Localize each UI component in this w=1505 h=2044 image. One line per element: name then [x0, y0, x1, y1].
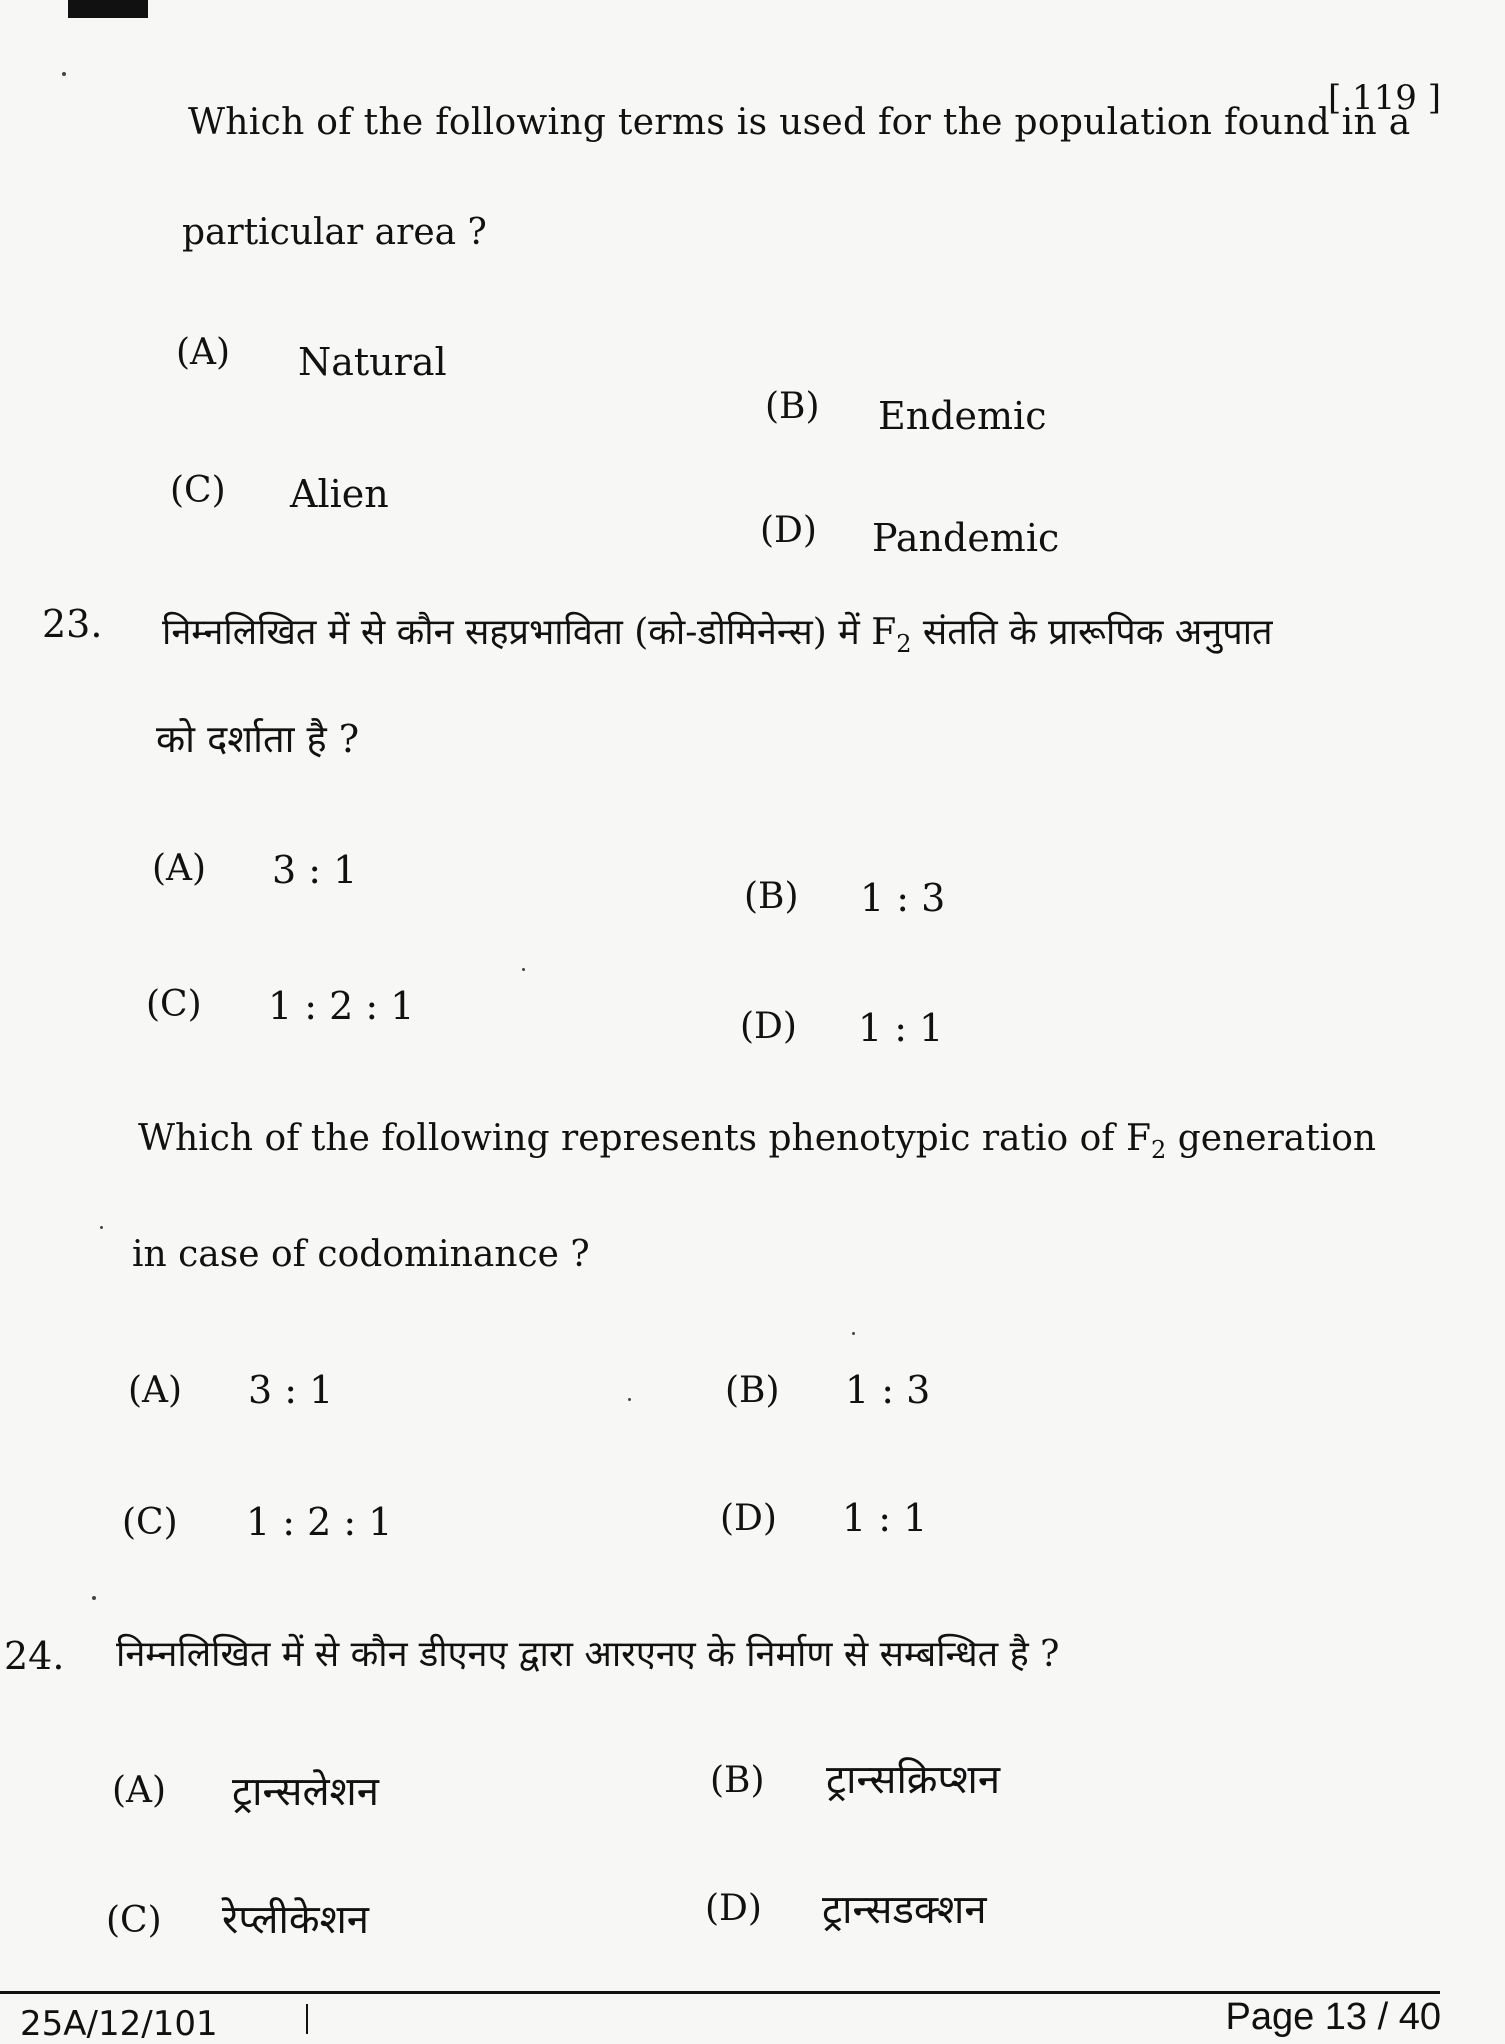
q24-option-d-label: (D): [705, 1888, 762, 1929]
q22-option-b-label: (B): [765, 386, 820, 427]
q23-hi-option-b-text: 1 : 3: [860, 876, 946, 920]
scan-speck: [92, 1596, 96, 1600]
q23-hindi-subscript: 2: [896, 630, 912, 659]
q23-en-option-c-label: (C): [122, 1502, 178, 1543]
q24-option-b-text: ट्रान्सक्रिप्शन: [826, 1757, 1001, 1803]
q23-hi-option-d-text: 1 : 1: [858, 1006, 944, 1050]
q23-hi-option-c-label: (C): [146, 984, 202, 1025]
q24-option-c-text: रेप्लीकेशन: [222, 1897, 369, 1943]
q22-option-c-label: (C): [170, 470, 226, 511]
q23-hindi-line-2: को दर्शाता है ?: [156, 717, 360, 761]
q23-hi-option-c-text: 1 : 2 : 1: [268, 984, 415, 1028]
q23-hi-option-b-label: (B): [744, 876, 799, 917]
q23-en-option-d-label: (D): [720, 1498, 777, 1539]
q23-english-line-2: in case of codominance ?: [132, 1234, 590, 1275]
scan-speck: [852, 1332, 855, 1335]
q24-number: 24.: [4, 1634, 65, 1678]
q22-option-a-label: (A): [176, 332, 231, 373]
scan-speck: [62, 72, 66, 76]
q24-option-b-label: (B): [710, 1760, 765, 1801]
q24-option-d-text: ट्रान्सडक्शन: [822, 1887, 987, 1933]
q23-english-subscript: 2: [1151, 1136, 1167, 1165]
q22-option-d-label: (D): [760, 510, 817, 551]
q22-option-c-text: Alien: [290, 472, 389, 516]
q23-en-option-a-label: (A): [128, 1370, 183, 1411]
q23-hindi-line-1-part-a: निम्नलिखित में से कौन सहप्रभाविता (को-डोमिनेन्स) में F: [162, 612, 897, 653]
q22-option-d-text: Pandemic: [872, 516, 1060, 560]
q23-en-option-b-label: (B): [725, 1370, 780, 1411]
page-marker: [ 119 ]: [1327, 78, 1441, 118]
q24-option-a-label: (A): [112, 1770, 167, 1811]
footer-code: 25A/12/101: [20, 2004, 218, 2044]
q23-english-line-1-part-a: Which of the following represents phenotypic ratio of F: [138, 1118, 1152, 1159]
footer-rule: [0, 1991, 1440, 1994]
footer-divider: [306, 2004, 308, 2034]
q23-number: 23.: [42, 602, 103, 646]
page-corner-mark: [68, 0, 148, 18]
q23-en-option-d-text: 1 : 1: [842, 1496, 928, 1540]
scan-speck: [628, 1398, 631, 1401]
q23-hindi-line-1: [162, 606, 1273, 658]
footer-page-number: Page 13 / 40: [1225, 1996, 1441, 2038]
q23-english-line-1-part-b: generation: [1166, 1118, 1377, 1159]
scan-speck: [100, 1226, 103, 1229]
scan-speck: [522, 968, 525, 971]
q23-english-line-1: [138, 1118, 1376, 1164]
q22-question-line-2: particular area ?: [182, 212, 487, 253]
q23-en-option-a-text: 3 : 1: [248, 1368, 334, 1412]
q23-en-option-b-text: 1 : 3: [845, 1368, 931, 1412]
q24-hindi-line-1: निम्नलिखित में से कौन डीएनए द्वारा आरएनए के निर्माण से सम्बन्धित है ?: [116, 1634, 1060, 1675]
q23-hi-option-a-label: (A): [152, 848, 207, 889]
q23-hi-option-a-text: 3 : 1: [272, 848, 358, 892]
q23-en-option-c-text: 1 : 2 : 1: [246, 1500, 393, 1544]
q22-option-a-text: Natural: [298, 340, 447, 384]
q22-option-b-text: Endemic: [878, 394, 1047, 438]
q23-hindi-line-1-part-b: संतति के प्रारूपिक अनुपात: [911, 612, 1273, 653]
q24-option-c-label: (C): [106, 1900, 162, 1941]
q22-question-line-1: Which of the following terms is used for the population found in a: [188, 102, 1411, 143]
q23-hi-option-d-label: (D): [740, 1006, 797, 1047]
q24-option-a-text: ट्रान्सलेशन: [232, 1769, 379, 1815]
